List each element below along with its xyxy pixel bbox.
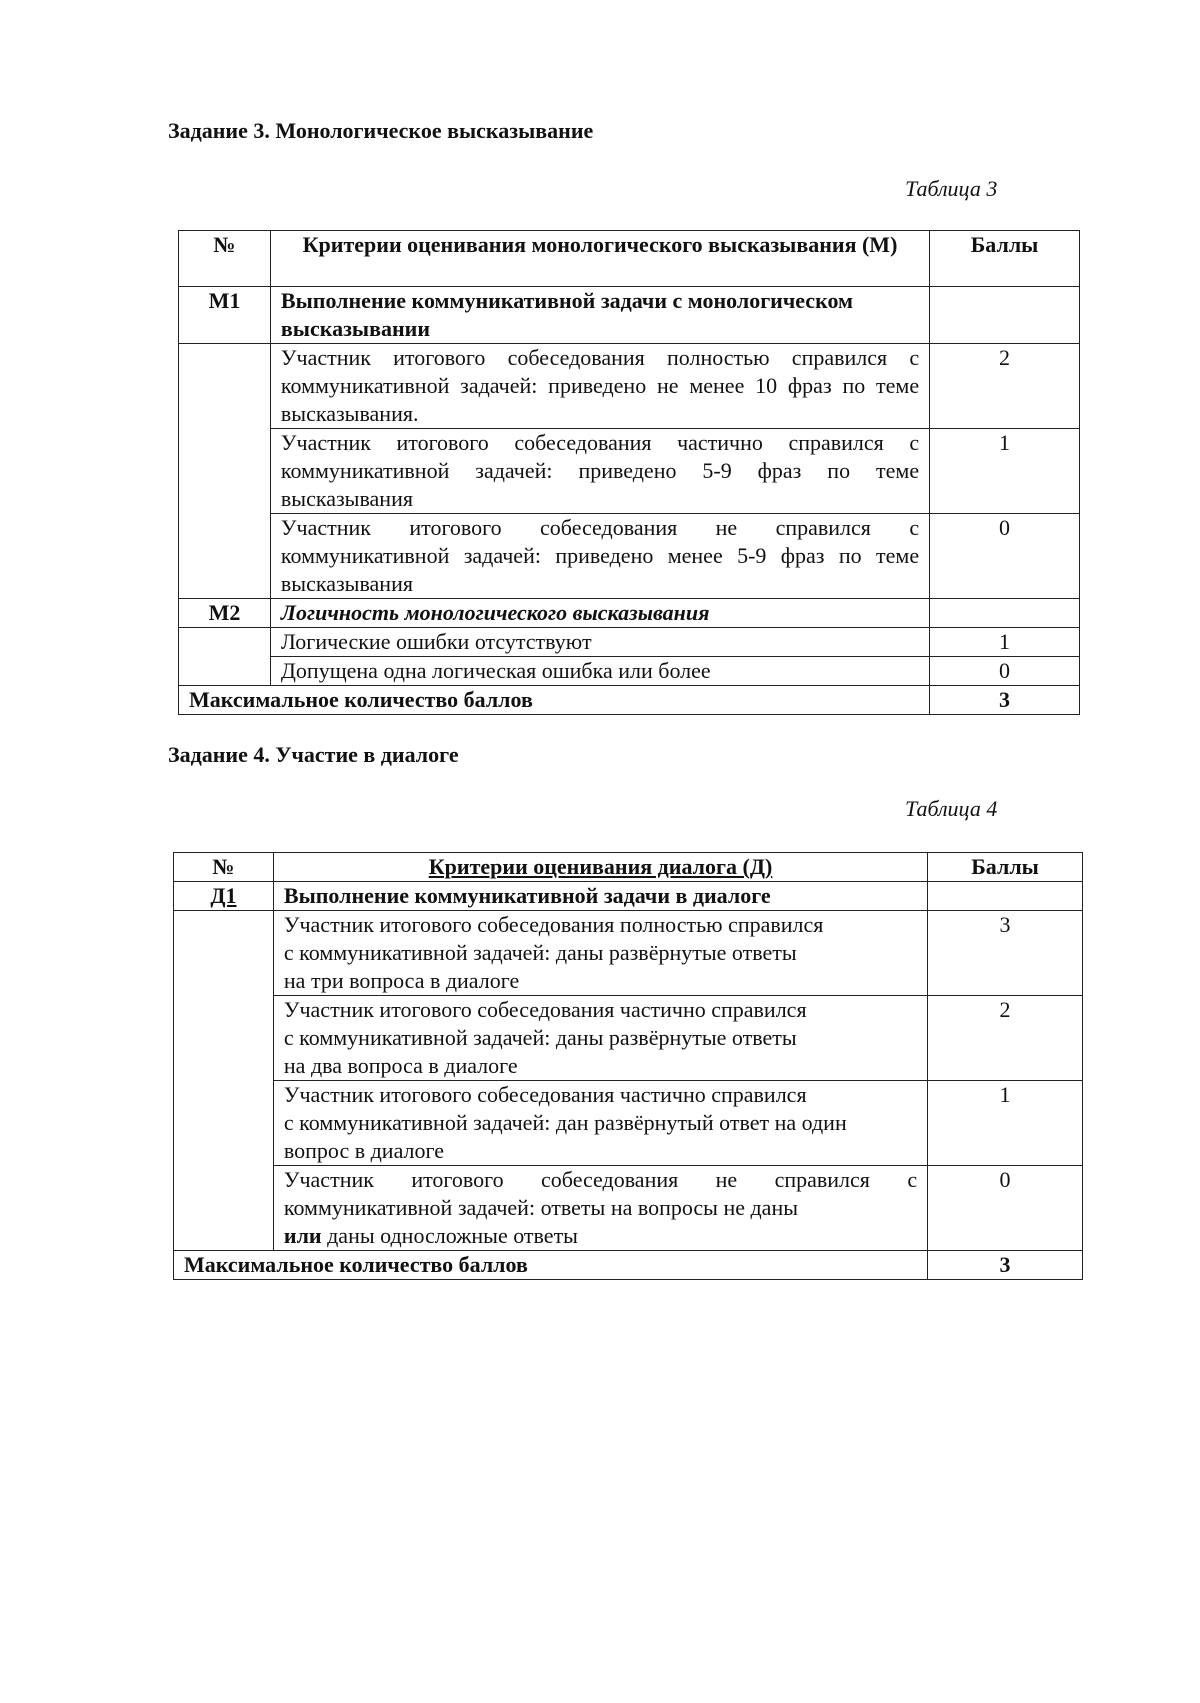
table-row (179, 628, 1080, 657)
max-score-value: 3 (928, 1251, 1083, 1280)
table-row (179, 344, 1080, 429)
points-value: 3 (928, 911, 1083, 996)
table-row (179, 686, 1080, 715)
task4-heading: Задание 4. Участие в диалоге (168, 742, 459, 767)
criterion-title: Выполнение коммуникативной задачи с монологическом высказывании (270, 287, 929, 344)
max-score-label: Максимальное количество баллов (179, 686, 930, 715)
empty-cell (930, 599, 1080, 628)
table-row (174, 1251, 1083, 1280)
table-row (174, 996, 1083, 1081)
table-row (179, 287, 1080, 344)
criterion-code: М1 (179, 287, 271, 344)
points-value: 1 (928, 1081, 1083, 1166)
empty-cell (179, 344, 271, 599)
empty-cell (928, 882, 1083, 911)
description-line: на два вопроса в диалоге (283, 1053, 518, 1078)
table-row (174, 911, 1083, 996)
points-value: 0 (928, 1166, 1083, 1251)
criterion-code: Д1 (174, 882, 274, 911)
description-line: Участник итогового собеседования не справился с (283, 1167, 918, 1192)
criterion-description (273, 996, 927, 1081)
table4 (173, 852, 1083, 1280)
header-num: № (174, 853, 274, 882)
points-value: 0 (930, 657, 1080, 686)
empty-cell (174, 911, 274, 1251)
table-row (179, 514, 1080, 599)
criterion-title: Выполнение коммуникативной задачи в диалоге (273, 882, 927, 911)
table-row (174, 1166, 1083, 1251)
description-line: коммуникативной задачей: ответы на вопросы не даны (283, 1195, 799, 1220)
description-line (284, 1222, 917, 1250)
header-num: № (179, 231, 271, 287)
description-line: с коммуникативной задачей: даны развёрнутые ответы (283, 1025, 797, 1050)
header-criteria: Критерии оценивания диалога (Д) (273, 853, 927, 882)
points-value: 2 (930, 344, 1080, 429)
empty-cell (930, 287, 1080, 344)
header-points: Баллы (928, 853, 1083, 882)
points-value: 1 (930, 628, 1080, 657)
criterion-description: Логические ошибки отсутствуют (270, 628, 929, 657)
table-row (174, 1081, 1083, 1166)
criterion-description (273, 911, 927, 996)
max-score-label: Максимальное количество баллов (174, 1251, 928, 1280)
description-text: даны односложные ответы (321, 1223, 578, 1248)
table3 (178, 230, 1080, 715)
max-score-value: 3 (930, 686, 1080, 715)
description-line: Участник итогового собеседования частично справился (283, 997, 807, 1022)
criterion-description: Участник итогового собеседования полностью справился с коммуникативной задачей: приведено не менее 10 фраз по теме высказывания. (270, 344, 929, 429)
criterion-title: Логичность монологического высказывания (270, 599, 929, 628)
table-row (179, 599, 1080, 628)
points-value: 2 (928, 996, 1083, 1081)
criterion-description (273, 1166, 927, 1251)
criterion-description: Допущена одна логическая ошибка или более (270, 657, 929, 686)
description-line: вопрос в диалоге (283, 1138, 445, 1163)
description-line: с коммуникативной задачей: дан развёрнутый ответ на один (283, 1110, 847, 1135)
emphasis-word: или (283, 1223, 322, 1248)
table3-caption: Таблица 3 (905, 176, 998, 201)
empty-cell (179, 628, 271, 686)
task3-heading: Задание 3. Монологическое высказывание (168, 118, 594, 143)
table4-caption: Таблица 4 (905, 796, 998, 821)
table-row (179, 657, 1080, 686)
header-points: Баллы (930, 231, 1080, 287)
description-line: Участник итогового собеседования полностью справился (283, 912, 824, 937)
points-value: 0 (930, 514, 1080, 599)
table-row (174, 882, 1083, 911)
criterion-code: М2 (179, 599, 271, 628)
description-line: Участник итогового собеседования частично справился (283, 1082, 807, 1107)
criterion-description: Участник итогового собеседования частично справился с коммуникативной задачей: приведено 5-9 фраз по теме высказывания (270, 429, 929, 514)
points-value: 1 (930, 429, 1080, 514)
description-line: на три вопроса в диалоге (283, 968, 520, 993)
description-line: с коммуникативной задачей: даны развёрнутые ответы (283, 940, 797, 965)
criterion-description: Участник итогового собеседования не справился с коммуникативной задачей: приведено менее 5-9 фраз по теме высказывания (270, 514, 929, 599)
criterion-description (273, 1081, 927, 1166)
header-criteria: Критерии оценивания монологического высказывания (М) (270, 231, 929, 287)
table-row (179, 429, 1080, 514)
